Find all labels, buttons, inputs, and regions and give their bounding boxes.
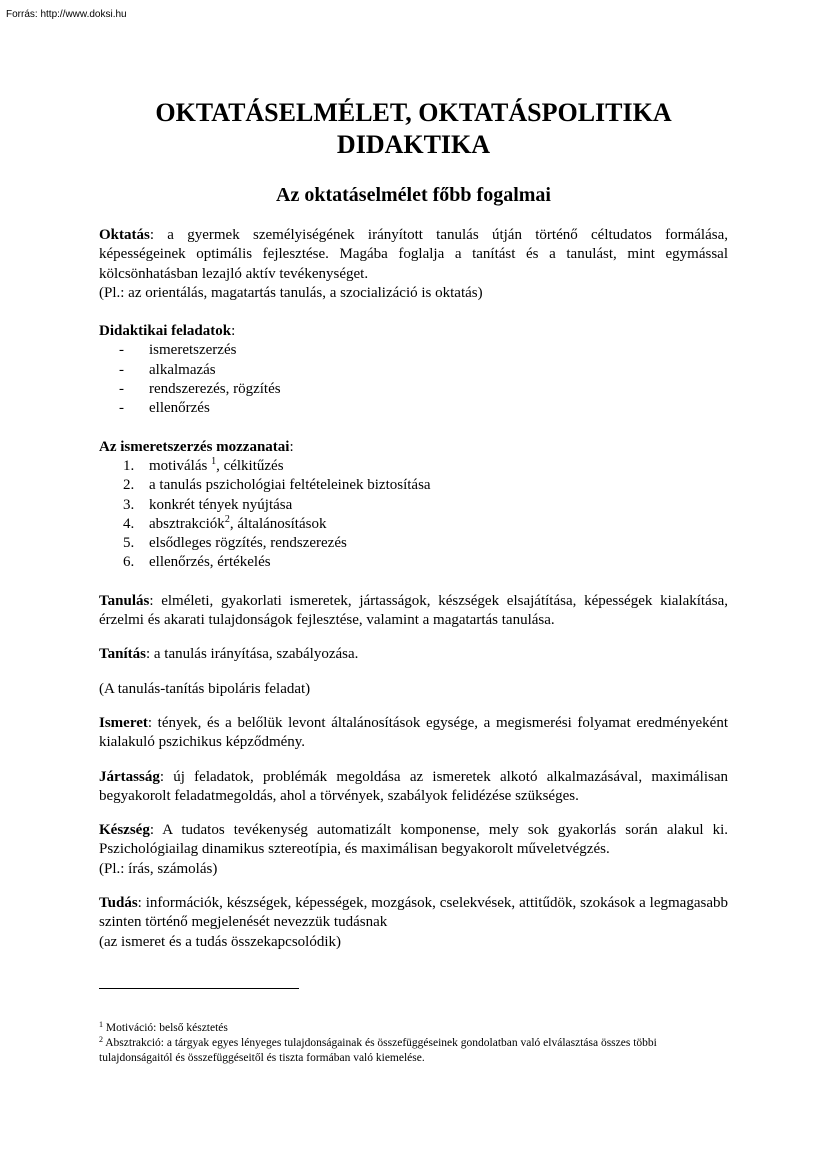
list-item: - ellenőrzés [99,399,728,418]
list-item: - ismeretszerzés [99,341,728,360]
footnote-separator [99,988,299,989]
definition-tanitas: Tanítás: a tanulás irányítása, szabályozása. [99,646,359,663]
heading-mozzanatok: Az ismeretszerzés mozzanatai: [99,438,294,455]
step-list [99,457,728,573]
definition-tanulas: Tanulás: elméleti, gyakorlati ismeretek, jártasságok, készségek elsajátítása, képességek kialakítása, érzelmi és akarati tulajdonságok fejlesztése, valamint a magatartás tanulása. [99,592,728,629]
definition-oktatas [99,226,728,284]
footnote-ref-1: 1 [211,455,217,467]
term-tudas: Tudás [99,895,138,912]
term-oktatas: Oktatás [99,227,150,243]
list-item: - rendszerezés, rögzítés [99,380,728,399]
term-feladatok: Didaktikai feladatok [99,323,232,340]
term-ismeret: Ismeret [99,714,148,731]
definition-jartassag: Jártasság: új feladatok, problémák megoldása az ismeretek alkotó alkalmazásával, maximálisan begyakorolt feladatmegoldás, ahol a törvények, szabályok felidézése szükséges. [99,768,728,804]
list-item: - alkalmazás [99,361,728,380]
definition-text: : a gyermek személyiségének irányított tanulás útján történő céltudatos formálása, képességeinek optimális fejlesztése. Magába foglalja a tanítást és a tanulást, mint egymással kölcsönhatásban lezajló aktív tevékenységet. [99,227,728,282]
list-item: 3. konkrét tények nyújtása [123,496,293,513]
example-note: (Pl.: az orientálás, magatartás tanulás, a szocializáció is oktatás) [99,284,483,301]
example-note: (az ismeret és a tudás összekapcsolódik) [99,933,341,950]
title-line-2: DIDAKTIKA [336,130,491,159]
footnote-2: $^2$ Absztrakció: a tárgyak egyes lényeges tulajdonságainak és összefüggéseinek gondolatban való elválasztása összes többi tulajdonságaitól és összefüggéseitől és tiszta formában való kiemelése. [99,1035,657,1064]
list-item: 5. elsődleges rögzítés, rendszerezés [123,535,347,552]
footnote-ref-2: 2 [224,513,230,525]
footnotes [99,1021,728,1066]
section-subtitle: Az oktatáselmélet főbb fogalmai [276,184,551,206]
definition-ismeret: Ismeret: tények, és a belőlük levont általánosítások egysége, a megismerési folyamat eredményeként kialakuló pszichikus képződmény. [99,714,728,751]
title-line-1: OKTATÁSELMÉLET, OKTATÁSPOLITIKA [155,98,672,127]
term-jartassag: Jártasság [99,768,160,785]
source-header: Forrás: http://www.doksi.hu [6,9,127,20]
term-keszseg: Készség [99,822,150,839]
list-item: 2. a tanulás pszichológiai feltételeinek biztosítása [123,477,431,494]
definition-keszseg: Készség: A tudatos tevékenység automatizált komponense, mely sok gyakorlás során alakul ki. Pszichológiailag dinamikus sztereotípia, és maximálisan begyakorolt műveletvégzés. [99,822,728,858]
list-item: 1. motiválás $^1$, célkitűzés [123,455,284,474]
example-note: (Pl.: írás, számolás) [99,860,218,877]
heading-didaktikai-feladatok: Didaktikai feladatok: [99,323,236,340]
list-item: 4. absztrakciók$^2$, általánosítások [123,513,327,532]
task-list [99,341,728,418]
term-tanitas: Tanítás [99,646,146,663]
footnote-1: $^1$ Motiváció: belső késztetés [99,1020,228,1034]
definition-tudas: Tudás: információk, készségek, képességek, mozgások, cselekvések, attitűdök, szokások a legmagasabb szinten történő megjelenését nevezzük tudásnak [99,895,728,931]
term-tanulas: Tanulás [99,592,150,609]
bipolar-note: (A tanulás-tanítás bipoláris feladat) [99,680,311,697]
document-body [99,226,728,952]
list-item: 6. ellenőrzés, értékelés [123,554,271,571]
term-mozzanatok: Az ismeretszerzés mozzanatai [99,438,290,455]
document-title [0,97,827,161]
